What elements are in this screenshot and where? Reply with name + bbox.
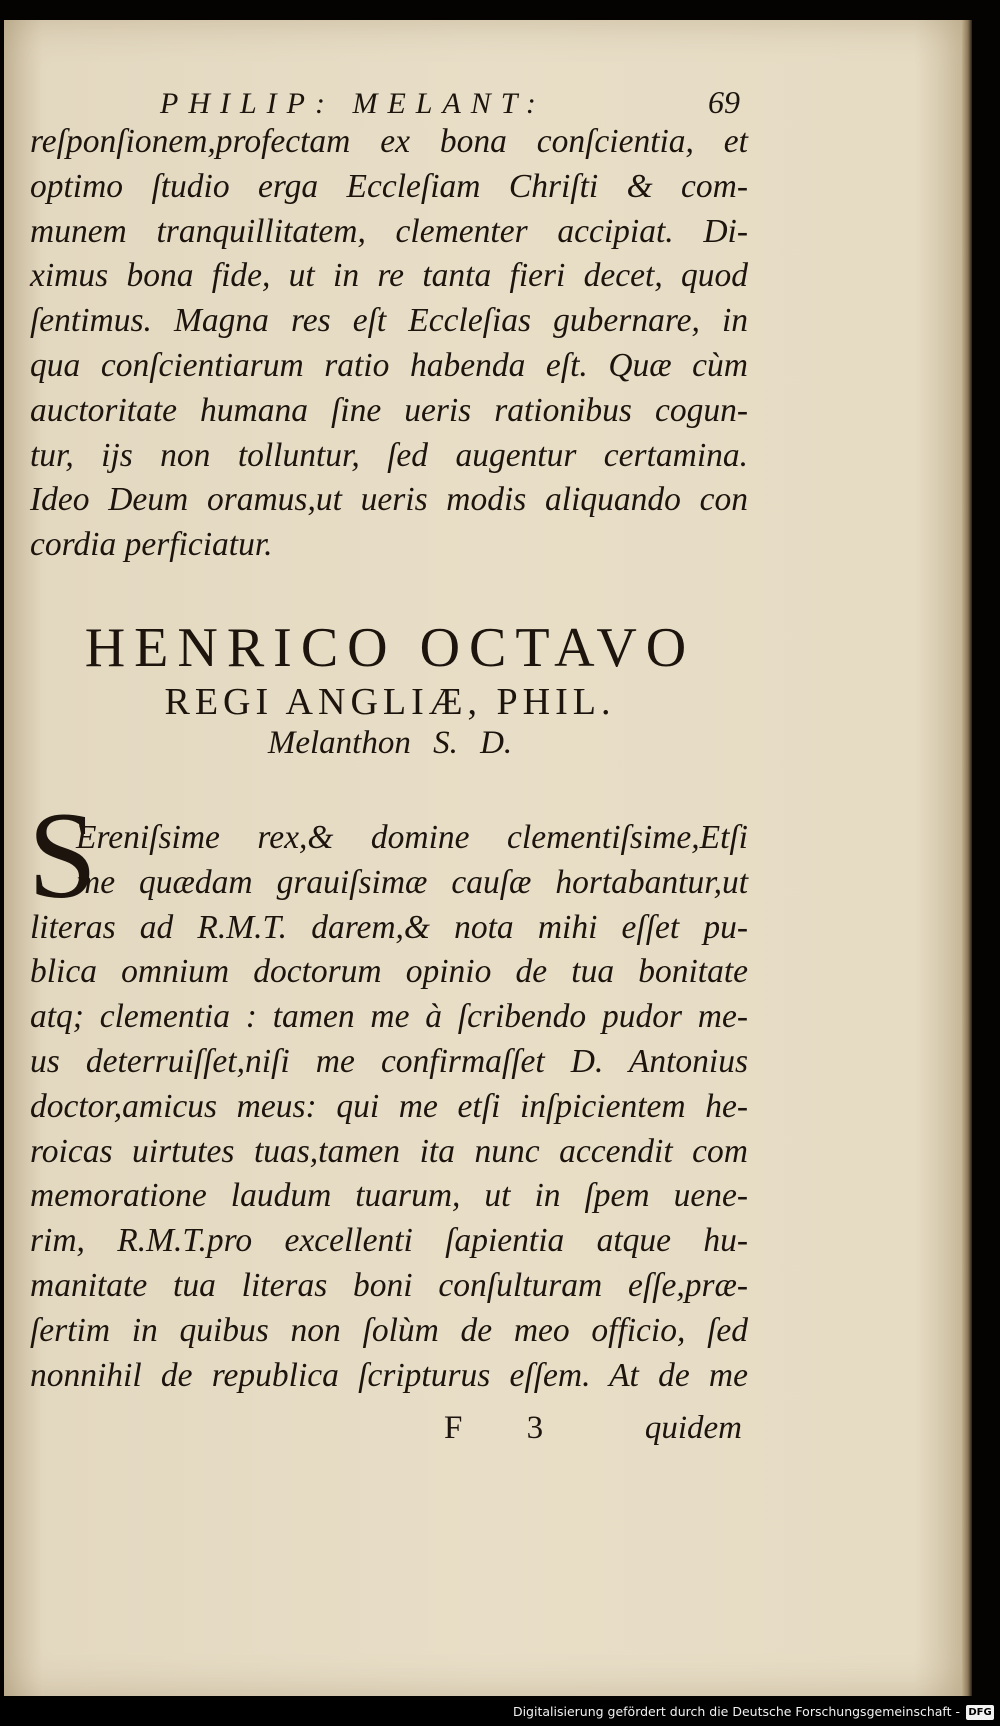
letter-body — [30, 816, 748, 1398]
text-line: tur, ijs non tolluntur, ſed augentur certamina. — [30, 436, 748, 474]
running-head — [160, 84, 740, 121]
text-line: reſponſionem,profectam ex bona conſcientia, et — [30, 123, 748, 160]
text-line: manitate tua literas boni conſulturam eſſe,præ- — [30, 1266, 748, 1304]
signature-line — [30, 1404, 748, 1454]
text-line: ſentimus. Magna res eſt Eccleſias gubernare, in — [30, 302, 748, 340]
text-line: Ideo Deum oramus,ut ueris modis aliquando con — [30, 481, 748, 519]
text-line: us deterruiſſet,niſi me confirmaſſet D. Antonius — [30, 1042, 748, 1080]
page-edge — [962, 20, 972, 1696]
text-line: Ereniſsime rex,& domine clementiſsime,Etſi — [76, 819, 748, 856]
page-number: 69 — [708, 84, 740, 120]
text-line: me quædam grauiſsimæ cauſæ hortabantur,ut — [76, 863, 748, 901]
letter-heading-line-2: REGI ANGLIÆ, PHIL. — [164, 681, 616, 723]
text-line: ſertim in quibus non ſolùm de meo officio, ſed — [30, 1311, 748, 1349]
text-line: optimo ſtudio erga Eccleſiam Chriſti & com- — [30, 167, 748, 205]
letter-heading-line-3: Melanthon S. D. — [267, 725, 513, 761]
text-line: atq; clementia : tamen me à ſcribendo pudor me- — [30, 998, 748, 1036]
footer-credit: Digitalisierung gefördert durch die Deutsche Forschungsgemeinschaft - — [512, 1704, 960, 1719]
text-line: auctoritate humana ſine ueris rationibus cogun- — [30, 391, 748, 429]
running-title: PHILIP: MELANT: — [160, 87, 546, 120]
text-line: literas ad R.M.T. darem,& nota mihi eſſet pu- — [30, 908, 748, 946]
signature-mark: F 3 — [444, 1410, 572, 1446]
text-line: doctor,amicus meus: qui me etſi inſpicientem he- — [30, 1087, 748, 1125]
text-line: munem tranquillitatem, clementer accipiat. Di- — [30, 212, 748, 250]
text-line: roicas uirtutes tuas,tamen ita nunc accendit com — [30, 1132, 748, 1170]
dfg-logo: DFG — [966, 1705, 994, 1720]
digitization-footer — [0, 1700, 1000, 1726]
drop-cap: S — [28, 787, 97, 924]
text-line: memoratione laudum tuarum, ut in ſpem uene- — [30, 1177, 748, 1215]
text-line: rim, R.M.T.pro excellenti ſapientia atque hu- — [30, 1222, 748, 1260]
letter-heading-line-1: HENRICO OCTAVO — [84, 617, 696, 679]
text-line: qua conſcientiarum ratio habenda eſt. Quæ cùm — [30, 346, 748, 384]
text-line: cordia perficiatur. — [30, 526, 273, 564]
text-line: blica omnium doctorum opinio de tua bonitate — [30, 953, 748, 991]
text-line: nonnihil de republica ſcripturus eſſem. At de me — [30, 1356, 748, 1394]
preceding-text — [30, 120, 748, 568]
catchword: quidem — [644, 1410, 742, 1446]
text-line: ximus bona fide, ut in re tanta fieri decet, quod — [30, 257, 748, 295]
